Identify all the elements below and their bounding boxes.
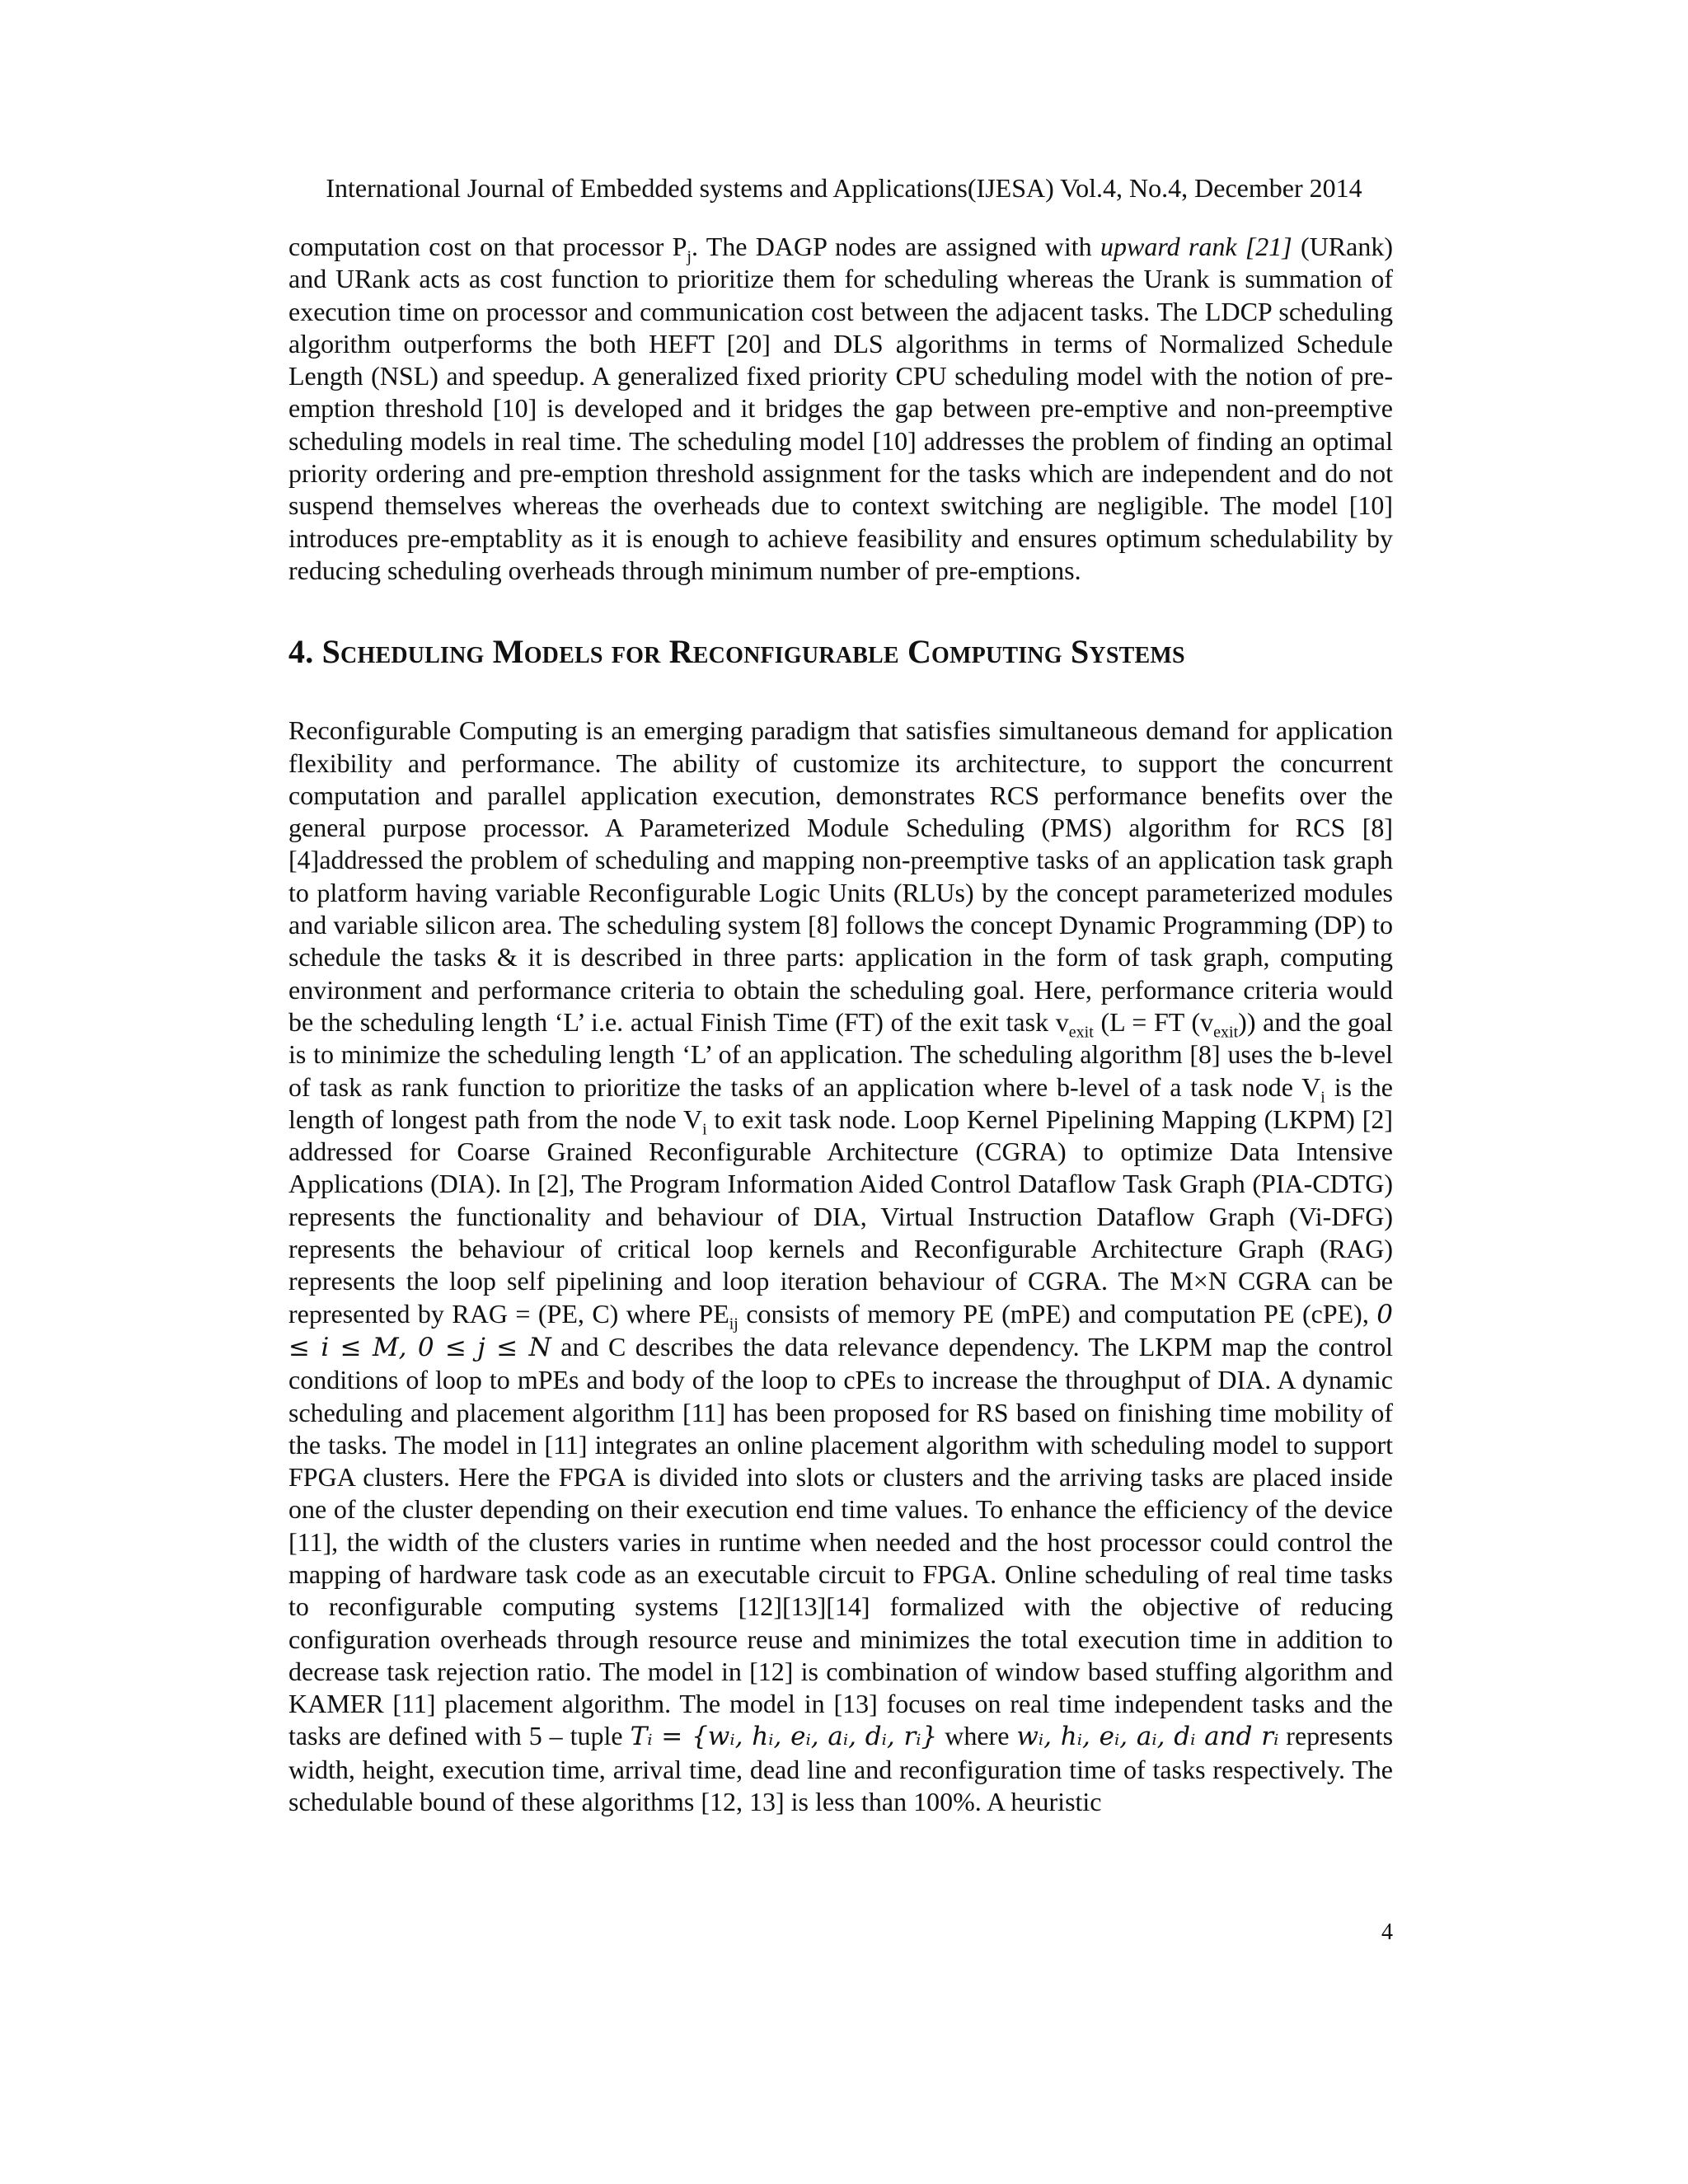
text-span: (URank) and URank acts as cost function to prioritize them for scheduling whereas the Urank is summation of execution time on processor and communication cost between the adjacent tasks. The LDCP scheduling algorithm outperforms the both HEFT [20] and DLS algorithms in terms of Normalized Schedule Length (NSL) and speedup. A generalized fixed priority CPU scheduling model with the notion of pre-emption threshold [10] is developed and it bridges the gap between pre-emptive and non-preemptive scheduling models in real time. The scheduling model [10] addresses the problem of finding an optimal priority ordering and pre-emption threshold assignment for the tasks which are independent and do not suspend themselves whereas the overheads due to context switching are negligible. The model [10] introduces pre-emptablity as it is enough to achieve feasibility and ensures optimum schedulability by reducing scheduling overheads through minimum number of pre-emptions. (288, 232, 1393, 585)
running-header: International Journal of Embedded systems and Applications(IJESA) Vol.4, No.4, December 2014 (326, 173, 1362, 203)
text-span: consists of memory PE (mPE) and computation PE (cPE), (738, 1298, 1377, 1329)
paragraph-section4 (288, 715, 1393, 1818)
text-span: represents width, height, execution time, arrival time, dead line and reconfiguration time of tasks respectively. The schedulable bound of these algorithms [12, 13] is less than 100%. A heuristic (288, 1721, 1394, 1817)
text-span: where (937, 1721, 1017, 1751)
section-heading-4: 4. Scheduling Models for Reconfigurable Computing Systems (288, 633, 1185, 671)
math-inequality: 0 ≤ i ≤ M, 0 ≤ j ≤ N (288, 1299, 1394, 1362)
subscript: exit (1068, 1023, 1094, 1042)
text-span: . The DAGP nodes are assigned with (691, 232, 1100, 261)
subscript: i (1320, 1087, 1325, 1106)
text-span: is the length of longest path from the node V (288, 1071, 1393, 1134)
page-number: 4 (1381, 1919, 1393, 1945)
text-span: Reconfigurable Computing is an emerging paradigm that satisfies simultaneous demand for application flexibility and performance. The ability of customize its architecture, to support the concurrent computation and parallel application execution, demonstrates RCS performance benefits over the general purpose processor. A Parameterized Module Scheduling (PMS) algorithm for RCS [8][4]addressed the problem of scheduling and mapping non-preemptive tasks of an application task graph to platform having variable Reconfigurable Logic Units (RLUs) by the concept parameterized modules and variable silicon area. The scheduling system [8] follows the concept Dynamic Programming (DP) to schedule the tasks & it is described in three parts: application in the form of task graph, computing environment and performance criteria to obtain the scheduling goal. Here, performance criteria would be the scheduling length ‘L’ i.e. actual Finish Time (FT) of the exit task v (288, 715, 1393, 1037)
math-tuple: Tᵢ = {wᵢ, hᵢ, eᵢ, aᵢ, dᵢ, rᵢ} (630, 1722, 938, 1752)
italic-text: upward rank [21] (1100, 232, 1292, 261)
article-body (288, 231, 1393, 1818)
math-variables: wᵢ, hᵢ, eᵢ, aᵢ, dᵢ and rᵢ (1016, 1722, 1279, 1752)
paragraph-intro (288, 231, 1393, 587)
text-span: to exit task node. Loop Kernel Pipelining Mapping (LKPM) [2] addressed for Coarse Grained Reconfigurable Architecture (CGRA) to optimize Data Intensive Applications (DIA). In [2], The Program Information Aided Control Dataflow Task Graph (PIA-CDTG) represents the functionality and behaviour of DIA, Virtual Instruction Dataflow Graph (Vi-DFG) represents the behaviour of critical loop kernels and Reconfigurable Architecture Graph (RAG) represents the loop self pipelining and loop iteration behaviour of CGRA. The M×N CGRA can be represented by RAG = (PE, C) where PE (288, 1104, 1394, 1329)
subscript: j (687, 247, 692, 266)
text-span: )) and the goal is to minimize the scheduling length ‘L’ of an application. The scheduling algorithm [8] uses the b-level of task as rank function to prioritize the tasks of an application where b-level of a task node V (288, 1006, 1394, 1102)
subscript: ij (729, 1315, 738, 1333)
subscript: i (702, 1120, 707, 1139)
text-span: computation cost on that processor P (288, 232, 687, 261)
subscript: exit (1213, 1023, 1239, 1042)
text-span: (L = FT (v (1093, 1006, 1214, 1037)
text-span: and C describes the data relevance dependency. The LKPM map the control conditions of loop to mPEs and body of the loop to cPEs to increase the throughput of DIA. A dynamic scheduling and placement algorithm [11] has been proposed for RS based on finishing time mobility of the tasks. The model in [11] integrates an online placement algorithm with scheduling model to support FPGA clusters. Here the FPGA is divided into slots or clusters and the arriving tasks are placed inside one of the cluster depending on their execution end time values. To enhance the efficiency of the device [11], the width of the clusters varies in runtime when needed and the host processor could control the mapping of hardware task code as an executable circuit to FPGA. Online scheduling of real time tasks to reconfigurable computing systems [12][13][14] formalized with the objective of reducing configuration overheads through resource reuse and minimizes the total execution time in addition to decrease task rejection ratio. The model in [12] is combination of window based stuffing algorithm and KAMER [11] placement algorithm. The model in [13] focuses on real time independent tasks and the tasks are defined with 5 – tuple (288, 1331, 1394, 1751)
